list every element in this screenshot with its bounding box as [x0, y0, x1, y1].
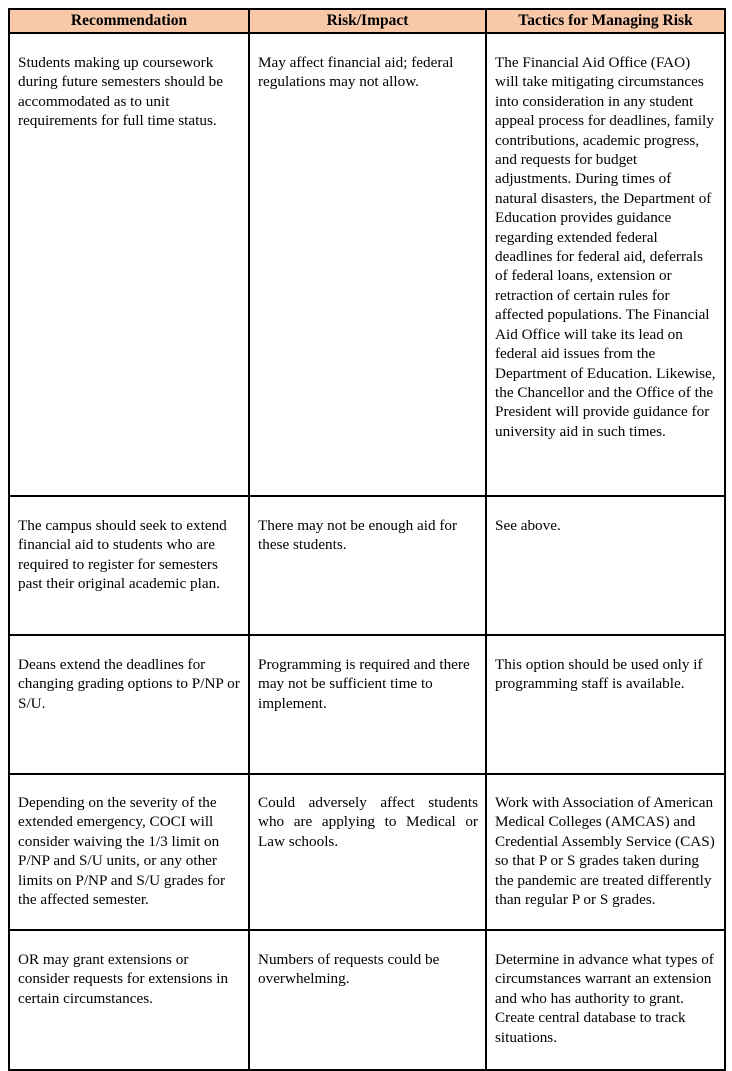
tactics-cell: This option should be used only if programming staff is available.	[486, 635, 725, 774]
tactics-cell: See above.	[486, 496, 725, 635]
recommendation-cell: Students making up coursework during future semesters should be accommodated as to unit requirements for full time status.	[9, 33, 249, 496]
risk-cell: May affect financial aid; federal regulations may not allow.	[249, 33, 486, 496]
recommendation-cell: Deans extend the deadlines for changing grading options to P/NP or S/U.	[9, 635, 249, 774]
risk-table	[8, 8, 726, 1071]
table-row	[9, 33, 725, 496]
recommendation-cell: OR may grant extensions or consider requests for extensions in certain circumstances.	[9, 930, 249, 1070]
tactics-cell: Work with Association of American Medical Colleges (AMCAS) and Credential Assembly Service (CAS) so that P or S grades taken during the pandemic are treated differently than regular P or S grades.	[486, 774, 725, 930]
recommendation-cell: The campus should seek to extend financial aid to students who are required to register for semesters past their original academic plan.	[9, 496, 249, 635]
risk-cell: There may not be enough aid for these students.	[249, 496, 486, 635]
header-row	[9, 9, 725, 33]
tactics-cell: The Financial Aid Office (FAO) will take mitigating circumstances into consideration in any student appeal process for deadlines, family contributions, academic progress, and requests for budget adjustments. During times of natural disasters, the Department of Education provides guidance regarding extended federal deadlines for federal aid, deferrals of federal loans, extension or retraction of certain rules for affected populations. The Financial Aid Office will take its lead on federal aid issues from the Department of Education. Likewise, the Chancellor and the Office of the President will provide guidance for university aid in such times.	[486, 33, 725, 496]
table-row	[9, 930, 725, 1070]
table-row	[9, 496, 725, 635]
risk-cell: Programming is required and there may not be sufficient time to implement.	[249, 635, 486, 774]
table-row	[9, 774, 725, 930]
risk-cell: Numbers of requests could be overwhelming.	[249, 930, 486, 1070]
table-row	[9, 635, 725, 774]
recommendation-cell: Depending on the severity of the extended emergency, COCI will consider waiving the 1/3 limit on P/NP and S/U units, or any other limits on P/NP and S/U grades for the affected semester.	[9, 774, 249, 930]
header-tactics: Tactics for Managing Risk	[486, 9, 725, 33]
header-recommendation: Recommendation	[9, 9, 249, 33]
header-risk-impact: Risk/Impact	[249, 9, 486, 33]
risk-cell: Could adversely affect students who are applying to Medical or Law schools.	[249, 774, 486, 930]
tactics-cell: Determine in advance what types of circumstances warrant an extension and who has authority to grant. Create central database to track situations.	[486, 930, 725, 1070]
